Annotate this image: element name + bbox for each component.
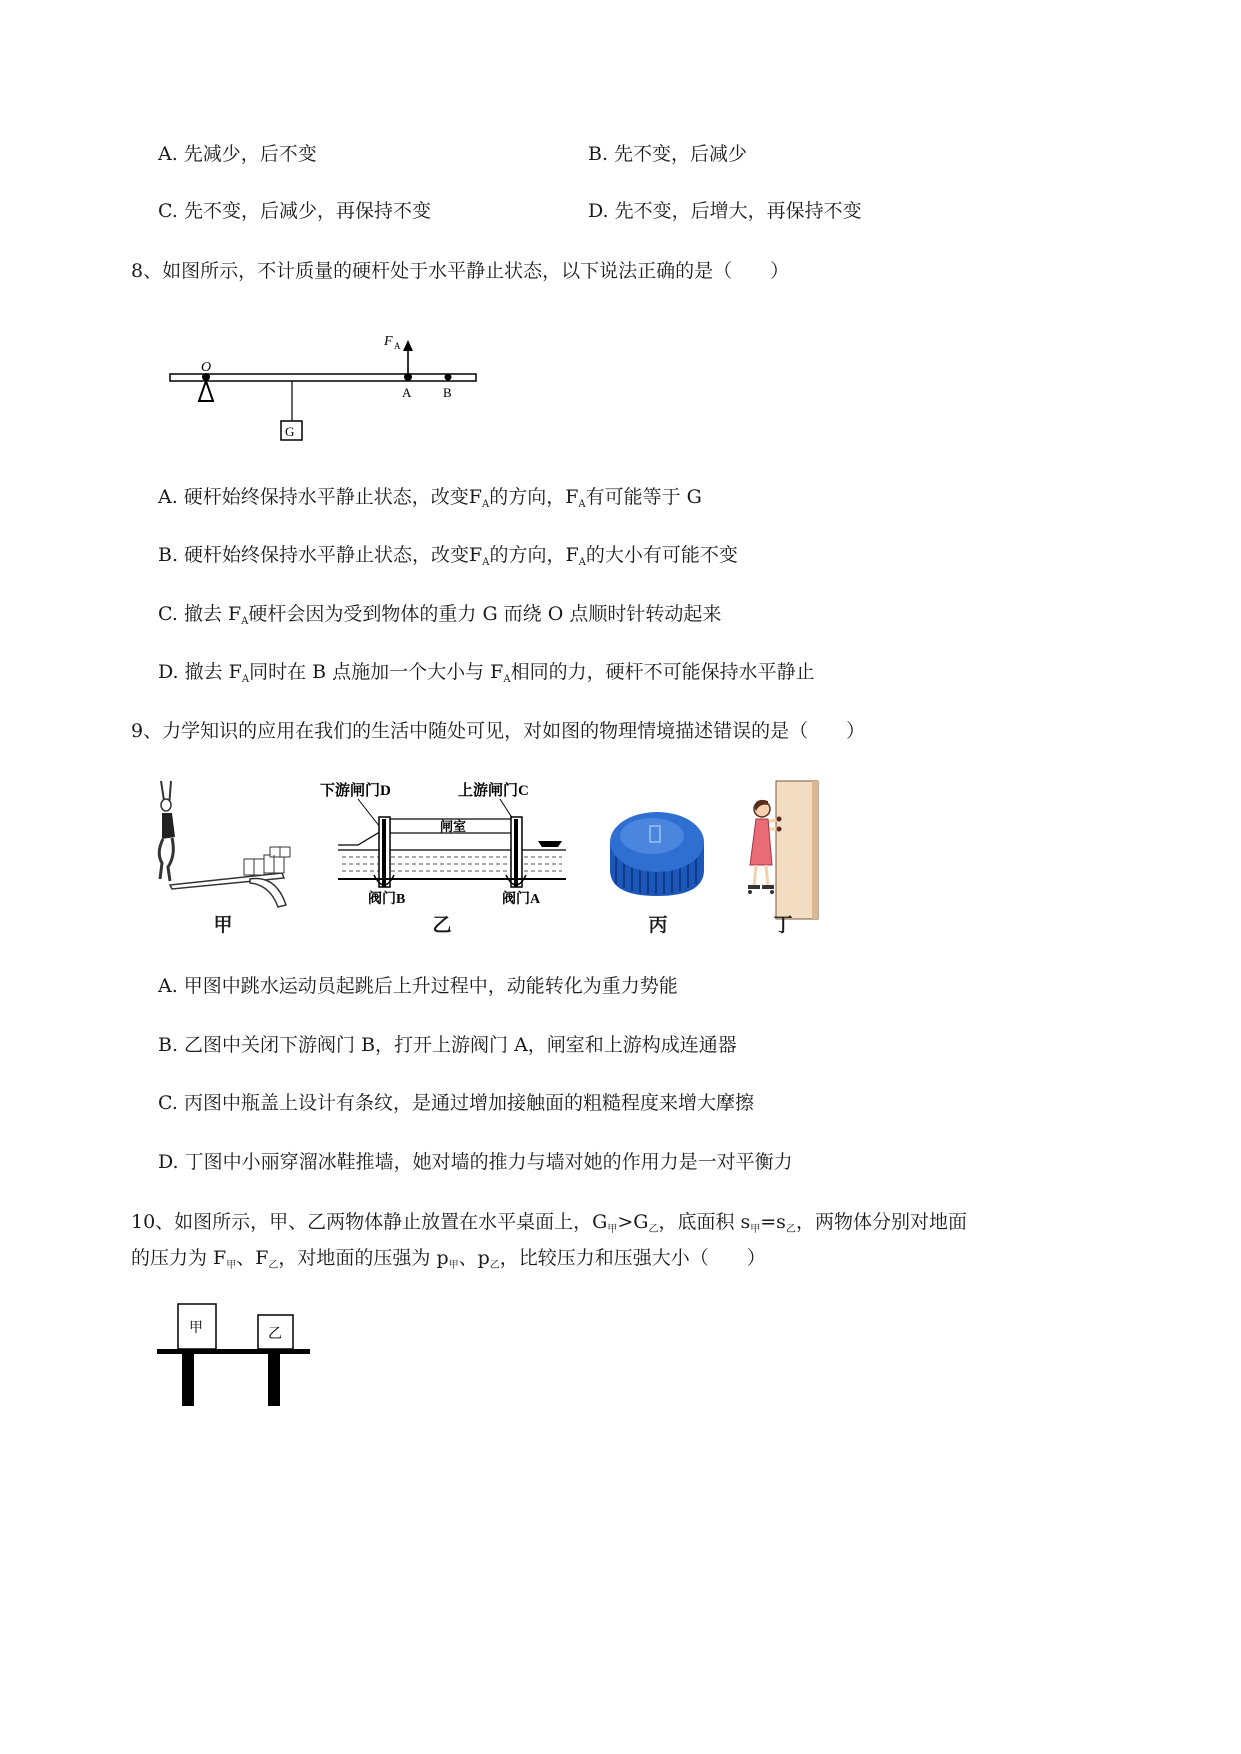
ship-lock-figure — [318, 775, 568, 910]
label-jia: 甲 — [189, 1321, 203, 1336]
subscript-yi: 乙 — [648, 1224, 659, 1235]
subscript-a: A — [481, 499, 490, 510]
subscript-jia: 甲 — [448, 1260, 459, 1271]
subscript-yi: 乙 — [785, 1224, 796, 1235]
q8-option-a — [158, 485, 702, 513]
q9-option-b: B. 乙图中关闭下游阀门 B，打开上游阀门 A，闸室和上游构成连通器 — [158, 1034, 737, 1056]
q8-a-text-3: 有可能等于 G — [585, 486, 702, 508]
q10-l1-d: =s — [760, 1211, 786, 1233]
cap-top-highlight — [620, 818, 684, 854]
hand-icon — [777, 827, 782, 832]
q8-d-text-3: 相同的力，硬杆不可能保持水平静止 — [510, 661, 815, 683]
subscript-a: A — [482, 557, 490, 568]
hand-icon — [777, 817, 782, 822]
diver-body — [162, 813, 175, 839]
diver-head — [161, 799, 171, 811]
wheel-icon — [748, 890, 752, 894]
q8-d-text-2: 同时在 B 点施加一个大小与 F — [249, 661, 504, 683]
board-support — [250, 879, 286, 907]
pointer-line — [358, 799, 380, 827]
q7-option-a: A. 先减少，后不变 — [158, 143, 317, 165]
label-fa-sub: A — [394, 341, 401, 351]
subscript-yi: 乙 — [268, 1260, 279, 1271]
subscript-a: A — [578, 557, 586, 568]
label-chamber: 闸室 — [440, 819, 467, 834]
q9-stem: 9、力学知识的应用在我们的生活中随处可见，对如图的物理情境描述错误的是（ ） — [131, 720, 866, 742]
label-g: G — [285, 424, 295, 439]
caption-yi: 乙 — [432, 914, 452, 936]
point-b — [445, 374, 452, 381]
diving-figure — [150, 775, 300, 915]
wall-shade — [812, 781, 818, 919]
arrow-head-icon — [403, 340, 413, 351]
q10-l2-e: ，比较压力和压强大小（ ） — [499, 1247, 766, 1269]
label-b: B — [443, 385, 452, 400]
lever-figure — [160, 325, 490, 450]
q10-l1-b: >G — [617, 1211, 649, 1233]
q8-option-d — [158, 660, 815, 688]
q9-option-d: D. 丁图中小丽穿溜冰鞋推墙，她对墙的推力与墙对她的作用力是一对平衡力 — [158, 1151, 793, 1173]
subscript-jia: 甲 — [607, 1224, 618, 1235]
q8-b-text-2: 的方向，F — [489, 544, 579, 566]
q8-b-text-3: 的大小有可能不变 — [585, 544, 738, 566]
subscript-a: A — [578, 499, 586, 510]
subscript-a: A — [241, 616, 249, 627]
table-top — [157, 1349, 310, 1354]
q10-l2-b: 、F — [236, 1247, 269, 1269]
ship-icon — [538, 841, 562, 847]
label-up-gate: 上游闸门C — [458, 783, 529, 799]
water-hatching — [342, 857, 562, 871]
lever-bar — [170, 374, 476, 381]
subscript-jia: 甲 — [226, 1260, 237, 1271]
subscript-a: A — [503, 674, 511, 685]
q8-a-text-2: 的方向，F — [489, 486, 579, 508]
label-down-gate: 下游闸门D — [320, 783, 391, 799]
label-yi: 乙 — [268, 1327, 282, 1342]
q8-d-text-1: D. 撤去 F — [158, 661, 242, 683]
q10-l1-e: ，两物体分别对地面 — [795, 1211, 967, 1233]
fulcrum-icon — [199, 381, 213, 401]
bottle-cap-figure — [602, 802, 712, 902]
q8-b-text-1: B. 硬杆始终保持水平静止状态，改变F — [158, 544, 483, 566]
diver-legs — [159, 838, 173, 881]
q10-l2-d: 、p — [458, 1247, 490, 1269]
q10-stem-line-2 — [131, 1246, 766, 1274]
wheel-icon — [770, 890, 774, 894]
q8-stem: 8、如图所示，不计质量的硬杆处于水平静止状态，以下说法正确的是（ ） — [131, 260, 790, 282]
table-blocks-figure — [155, 1300, 315, 1410]
q10-stem-line-1 — [131, 1210, 967, 1238]
q8-option-c — [158, 602, 721, 630]
q10-l1-c: ，底面积 s — [658, 1211, 751, 1233]
q8-a-text-1: A. 硬杆始终保持水平静止状态，改变F — [158, 486, 482, 508]
wall — [776, 781, 818, 919]
label-valve-b: 阀门B — [368, 892, 406, 907]
q10-l1-a: 10、如图所示，甲、乙两物体静止放置在水平桌面上，G — [131, 1211, 608, 1233]
label-a: A — [402, 385, 412, 400]
caption-jia: 甲 — [213, 914, 233, 936]
q8-c-text-1: C. 撤去 F — [158, 603, 242, 625]
label-fa: F — [384, 334, 393, 349]
q9-option-c: C. 丙图中瓶盖上设计有条纹，是通过增加接触面的粗糙程度来增大摩擦 — [158, 1092, 754, 1114]
table-leg — [268, 1354, 280, 1406]
q10-l2-a: 的压力为 F — [131, 1247, 227, 1269]
caption-bing: 丙 — [648, 914, 668, 936]
q7-option-b: B. 先不变，后减少 — [588, 143, 748, 165]
q7-option-c: C. 先不变，后减少，再保持不变 — [158, 200, 431, 222]
q7-option-d: D. 先不变，后增大，再保持不变 — [588, 200, 862, 222]
girl-legs — [754, 865, 768, 887]
table-leg — [182, 1354, 194, 1406]
q8-c-text-2: 硬杆会因为受到物体的重力 G 而绕 O 点顺时针转动起来 — [248, 603, 722, 625]
label-valve-a: 阀门A — [502, 892, 541, 907]
caption-ding: 丁 — [773, 914, 793, 936]
subscript-yi: 乙 — [489, 1260, 500, 1271]
girl-dress — [750, 819, 772, 865]
q9-option-a: A. 甲图中跳水运动员起跳后上升过程中，动能转化为重力势能 — [158, 975, 678, 997]
push-wall-figure — [738, 775, 828, 920]
subscript-jia: 甲 — [750, 1224, 761, 1235]
q10-l2-c: ，对地面的压强为 p — [278, 1247, 449, 1269]
label-o: O — [201, 360, 212, 375]
q8-option-b — [158, 543, 738, 571]
subscript-a: A — [241, 674, 250, 685]
